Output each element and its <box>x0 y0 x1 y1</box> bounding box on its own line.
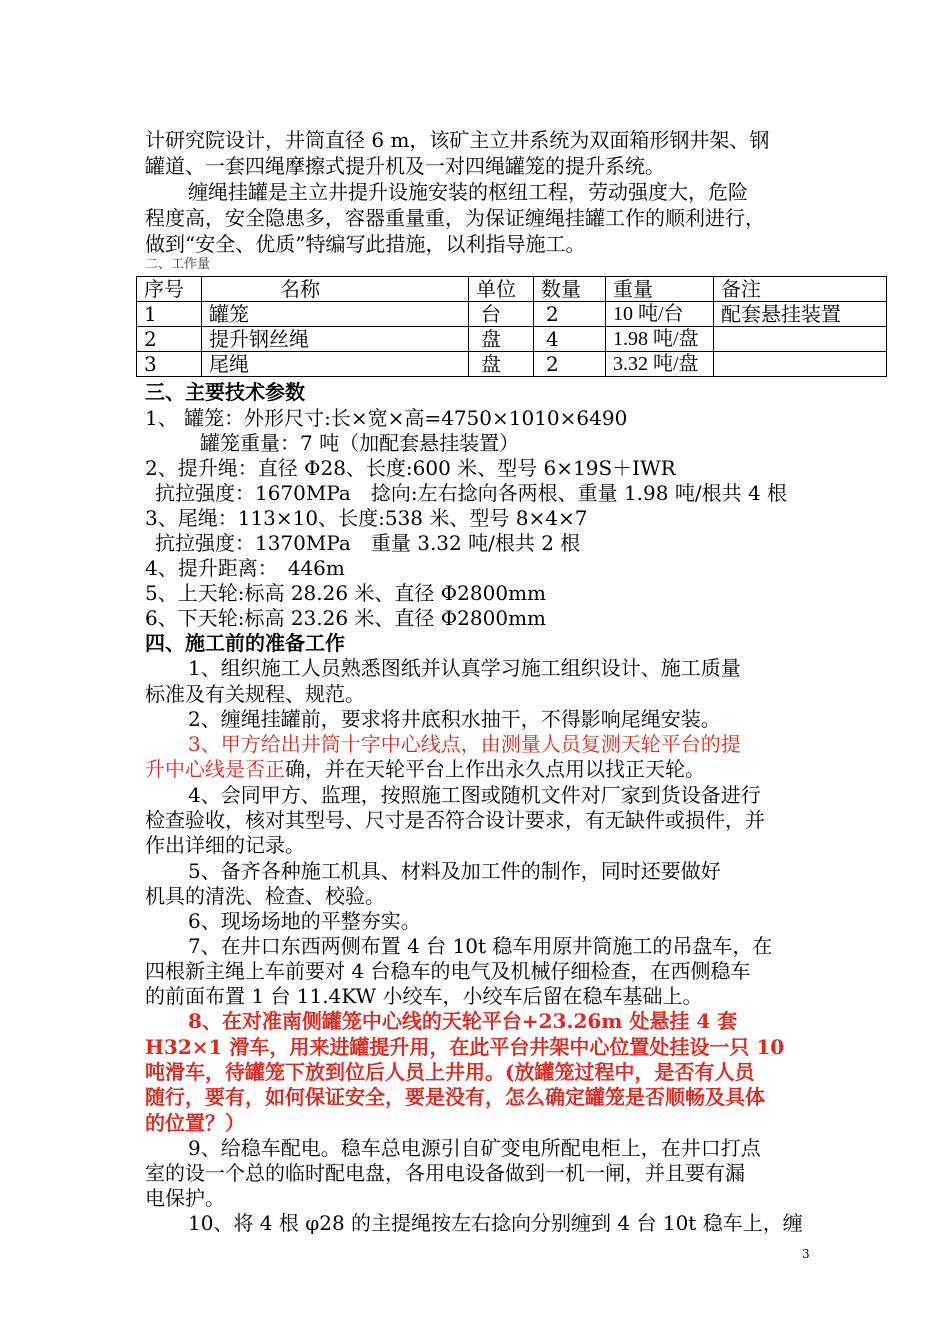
table-cell: 2 <box>534 352 606 377</box>
param-line: 6、下天轮:标高 23.26 米、直径 Φ2800mm <box>145 606 547 630</box>
prep-item-8-line-1: 8、在对准南侧罐笼中心线的天轮平台+23.26m 处悬挂 4 套 <box>188 1009 738 1033</box>
workload-heading: 二、工作量 <box>145 257 211 272</box>
intro-line-3: 缠绳挂罐是主立井提升设施安装的枢纽工程，劳动强度大，危险 <box>188 180 748 204</box>
prep-item-2: 2、缠绳挂罐前，要求将井底积水抽干，不得影响尾绳安装。 <box>188 707 721 731</box>
table-row <box>137 327 887 352</box>
table-cell: 3 <box>137 352 202 377</box>
normal-text: 确，并在天轮平台上作出永久点用以找正天轮。 <box>285 757 705 781</box>
prep-item-3-line-2 <box>145 756 805 782</box>
header-cell: 数量 <box>534 277 606 302</box>
page-number: 3 <box>802 1247 810 1261</box>
prep-item-1-line-1: 1、组织施工人员熟悉图纸并认真学习施工组织设计、施工质量 <box>188 656 741 680</box>
prep-item-9-line-1: 9、给稳车配电。稳车总电源引自矿变电所配电柜上，在井口打点 <box>188 1136 761 1160</box>
intro-line-4: 程度高，安全隐患多，容器重量重，为保证缠绳挂罐工作的顺利进行， <box>145 206 765 230</box>
header-cell: 序号 <box>137 277 202 302</box>
prep-item-8-line-2: H32×1 滑车，用来进罐提升用，在此平台井架中心位置处挂设一只 10 <box>145 1035 785 1059</box>
prep-item-8-line-3: 吨滑车，待罐笼下放到位后人员上井用。(放罐笼过程中，是否有人员 <box>145 1060 755 1084</box>
table-cell <box>714 352 887 377</box>
table-row <box>137 302 887 327</box>
table-cell: 2 <box>534 302 606 327</box>
table-cell: 配套悬挂装置 <box>714 302 887 327</box>
prep-item-4-line-1: 4、会同甲方、监理，按照施工图或随机文件对厂家到货设备进行 <box>188 783 761 807</box>
table-header-row <box>137 277 887 302</box>
param-line: 5、上天轮:标高 28.26 米、直径 Φ2800mm <box>145 581 547 605</box>
prep-item-6: 6、现场场地的平整夯实。 <box>188 909 421 933</box>
header-cell: 单位 <box>469 277 534 302</box>
table-cell: 台 <box>469 302 534 327</box>
prep-item-4-line-3: 作出详细的记录。 <box>145 833 305 857</box>
table-cell: 10 吨/台 <box>606 302 714 327</box>
table-row <box>137 352 887 377</box>
prep-item-9-line-2: 室的设一个总的临时配电盘，各用电设备做到一机一闸，并且要有漏 <box>145 1161 745 1185</box>
table-cell: 3.32 吨/盘 <box>606 352 714 377</box>
table-cell: 罐笼 <box>202 302 469 327</box>
param-line: 3、尾绳：113×10、长度:538 米、型号 8×4×7 <box>145 506 588 530</box>
prep-item-5-line-2: 机具的清洗、检查、校验。 <box>145 884 385 908</box>
prep-item-5-line-1: 5、备齐各种施工机具、材料及加工件的制作，同时还要做好 <box>188 859 721 883</box>
table-cell <box>714 327 887 352</box>
prep-item-7-line-2: 四根新主绳上车前要对 4 台稳车的电气及机械仔细检查，在西侧稳车 <box>145 959 751 983</box>
table-cell: 尾绳 <box>202 352 469 377</box>
intro-line-2: 罐道、一套四绳摩擦式提升机及一对四绳罐笼的提升系统。 <box>145 154 665 178</box>
prep-item-8-line-5: 的位置？） <box>145 1111 245 1135</box>
table-cell: 盘 <box>469 327 534 352</box>
param-line: 抗拉强度：1370MPa 重量 3.32 吨/根共 2 根 <box>155 531 581 555</box>
table-cell: 4 <box>534 327 606 352</box>
table-cell: 2 <box>137 327 202 352</box>
param-line: 2、提升绳：直径 Φ28、长度:600 米、型号 6×19S＋IWR <box>145 456 676 480</box>
prep-item-3-line-1: 3、甲方给出井筒十字中心线点，由测量人员复测天轮平台的提 <box>188 732 741 756</box>
header-cell: 备注 <box>714 277 887 302</box>
param-line: 罐笼重量：7 吨（加配套悬挂装置） <box>200 431 520 455</box>
intro-line-5: 做到“安全、优质”特编写此措施，以利指导施工。 <box>145 232 586 256</box>
prep-item-1-line-2: 标准及有关规程、规范。 <box>145 682 365 706</box>
prep-item-4-line-2: 检查验收，核对其型号、尺寸是否符合设计要求，有无缺件或损件，并 <box>145 808 765 832</box>
table-cell: 1.98 吨/盘 <box>606 327 714 352</box>
prep-item-7-line-3: 的前面布置 1 台 11.4KW 小绞车，小绞车后留在稳车基础上。 <box>145 984 703 1008</box>
prep-item-10-line-1: 10、将 4 根 φ28 的主提绳按左右捻向分别缠到 4 台 10t 稳车上，缠 <box>188 1211 803 1235</box>
workload-table <box>136 276 887 377</box>
intro-line-1: 计研究院设计，井筒直径 6 m，该矿主立井系统为双面箱形钢井架、钢 <box>145 128 770 152</box>
highlighted-text: 升中心线是否正 <box>145 757 285 781</box>
table-cell: 盘 <box>469 352 534 377</box>
prep-item-8-line-4: 随行，要有，如何保证安全，要是没有，怎么确定罐笼是否顺畅及具体 <box>145 1085 765 1109</box>
header-cell: 重量 <box>606 277 714 302</box>
param-line: 抗拉强度：1670MPa 捻向:左右捻向各两根、重量 1.98 吨/根共 4 根 <box>155 481 788 505</box>
header-cell: 名称 <box>202 277 469 302</box>
section-4-heading: 四、施工前的准备工作 <box>145 631 345 655</box>
table-cell: 提升钢丝绳 <box>202 327 469 352</box>
param-line: 1、 罐笼：外形尺寸:长×宽×高=4750×1010×6490 <box>145 406 628 430</box>
table-cell: 1 <box>137 302 202 327</box>
prep-item-9-line-3: 电保护。 <box>145 1186 225 1210</box>
section-3-heading: 三、主要技术参数 <box>145 380 305 404</box>
param-line: 4、提升距离： 446m <box>145 556 345 580</box>
prep-item-7-line-1: 7、在井口东西两侧布置 4 台 10t 稳车用原井筒施工的吊盘车，在 <box>188 934 773 958</box>
